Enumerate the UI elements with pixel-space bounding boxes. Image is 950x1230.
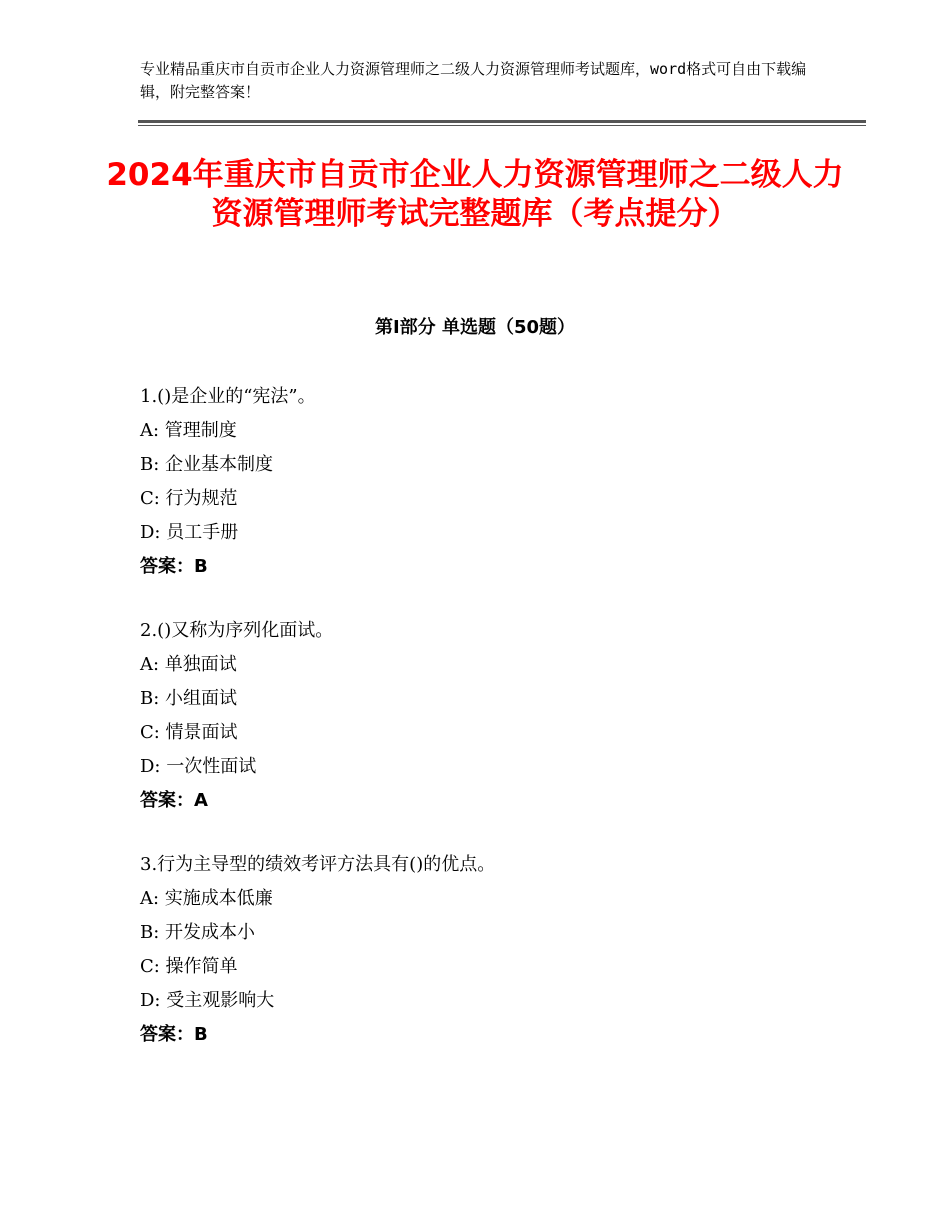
question-2 <box>140 614 860 818</box>
question-stem: 3.行为主导型的绩效考评方法具有()的优点。 <box>140 854 496 875</box>
header-note: 专业精品重庆市自贡市企业人力资源管理师之二级人力资源管理师考试题库，word格式可自由下载编辑，附完整答案！ <box>140 60 807 101</box>
question-3 <box>140 848 860 1052</box>
question-1 <box>140 380 860 584</box>
option-d: D: 一次性面试 <box>140 756 257 777</box>
question-stem: 2.()又称为序列化面试。 <box>140 620 334 641</box>
header-divider <box>138 120 866 123</box>
option-b: B: 小组面试 <box>140 688 238 709</box>
question-list <box>140 380 860 1082</box>
option-a: A: 实施成本低廉 <box>140 888 273 909</box>
option-b: B: 企业基本制度 <box>140 454 274 475</box>
answer-line: 答案：B <box>140 556 208 577</box>
option-a: A: 管理制度 <box>140 420 237 441</box>
option-d: D: 受主观影响大 <box>140 990 275 1011</box>
option-c: C: 行为规范 <box>140 488 238 509</box>
answer-line: 答案：B <box>140 1024 208 1045</box>
option-d: D: 员工手册 <box>140 522 239 543</box>
option-c: C: 情景面试 <box>140 722 238 743</box>
option-c: C: 操作简单 <box>140 956 238 977</box>
answer-line: 答案：A <box>140 790 208 811</box>
header-divider-thin <box>138 125 866 126</box>
section-title: 第Ⅰ部分 单选题（50题） <box>374 317 575 338</box>
question-stem: 1.()是企业的“宪法”。 <box>140 386 316 407</box>
option-b: B: 开发成本小 <box>140 922 256 943</box>
document-title: 2024年重庆市自贡市企业人力资源管理师之二级人力资源管理师考试完整题库（考点提分） <box>106 157 844 232</box>
option-a: A: 单独面试 <box>140 654 237 675</box>
